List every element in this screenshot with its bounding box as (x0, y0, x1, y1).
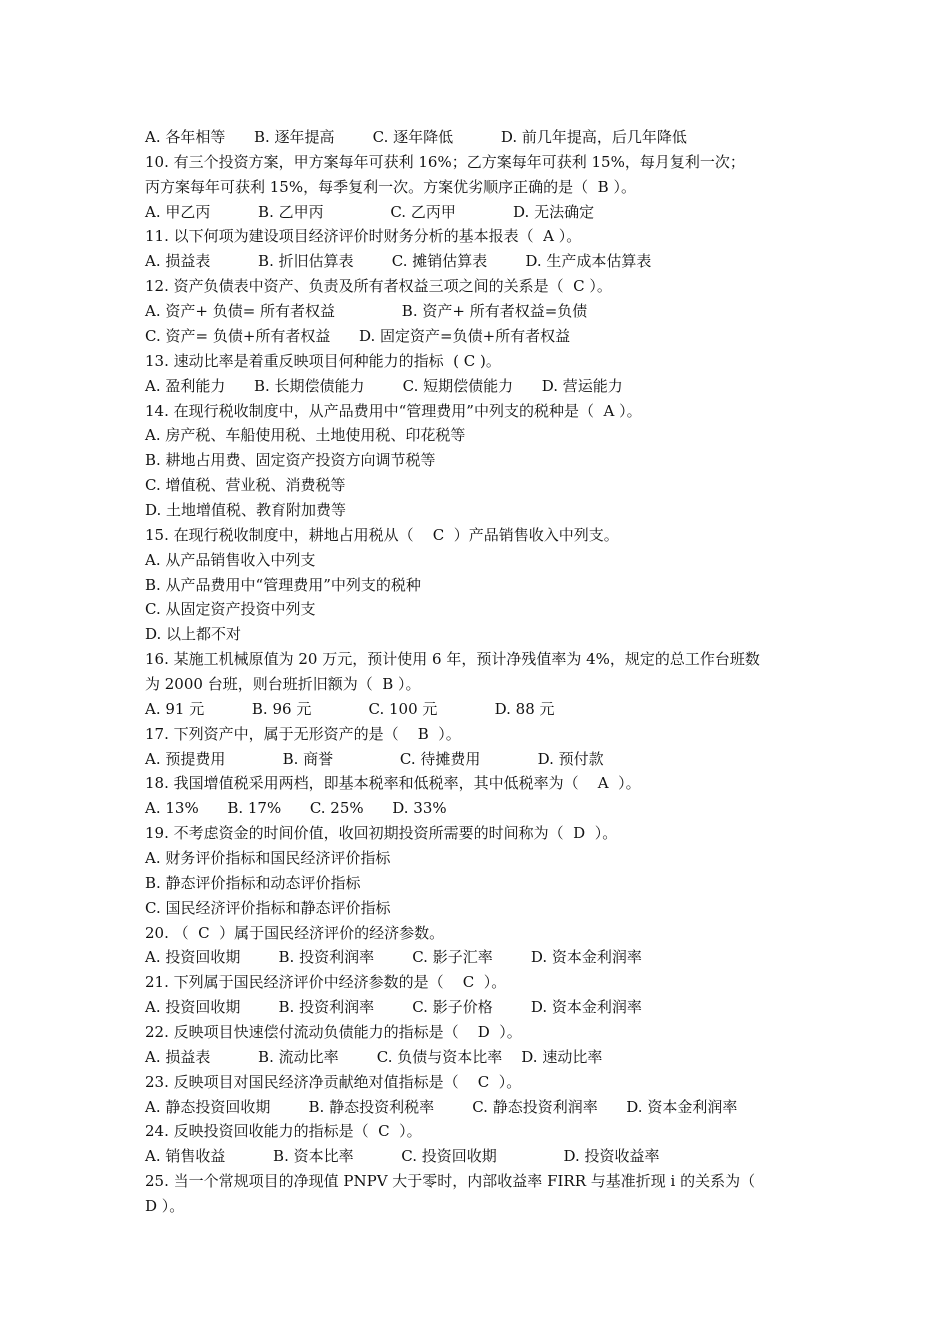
text-line: A. 资产+ 负债= 所有者权益 B. 资产+ 所有者权益=负债 (145, 302, 588, 320)
text-line: 18. 我国增值税采用两档，即基本税率和低税率，其中低税率为（ A ）。 (145, 774, 641, 793)
text-line: A. 91 元 B. 96 元 C. 100 元 D. 88 元 (145, 699, 555, 718)
text-line: A. 各年相等 B. 逐年提高 C. 逐年降低 D. 前几年提高，后几年降低 (145, 128, 687, 146)
text-line: B. 静态评价指标和动态评价指标 (145, 873, 361, 892)
text-line: 19. 不考虑资金的时间价值，收回初期投资所需要的时间称为（ D ）。 (145, 824, 618, 843)
text-line: D ）。 (145, 1197, 185, 1215)
text-line: B. 从产品费用中“管理费用”中列支的税种 (145, 575, 421, 594)
text-line: 21. 下列属于国民经济评价中经济参数的是（ C ）。 (145, 973, 507, 992)
text-line: 25. 当一个常规项目的净现值 PNPV 大于零时，内部收益率 FIRR 与基准折现 i 的关系为（ (145, 1172, 756, 1191)
text-line: A. 损益表 B. 折旧估算表 C. 摊销估算表 D. 生产成本估算表 (145, 252, 652, 271)
text-line: A. 从产品销售收入中列支 (145, 550, 316, 569)
text-line: A. 盈利能力 B. 长期偿债能力 C. 短期偿债能力 D. 营运能力 (145, 376, 623, 395)
text-line: C. 增值税、营业税、消费税等 (145, 476, 346, 494)
text-line: 12. 资产负债表中资产、负责及所有者权益三项之间的关系是（ C ）。 (145, 277, 612, 296)
text-line: A. 财务评价指标和国民经济评价指标 (145, 848, 391, 867)
text-line: A. 投资回收期 B. 投资利润率 C. 影子汇率 D. 资本金利润率 (145, 948, 642, 967)
text-line: B. 耕地占用费、固定资产投资方向调节税等 (145, 451, 436, 470)
text-line: 17. 下列资产中，属于无形资产的是（ B ）。 (145, 724, 461, 743)
text-line: 16. 某施工机械原值为 20 万元，预计使用 6 年，预计净残值率为 4%，规定的总工作台班数 (145, 650, 760, 669)
text-line: 24. 反映投资回收能力的指标是（ C ）。 (145, 1122, 422, 1141)
text-line: 15. 在现行税收制度中，耕地占用税从（ C ）产品销售收入中列支。 (145, 525, 619, 544)
text-line: A. 投资回收期 B. 投资利润率 C. 影子价格 D. 资本金利润率 (145, 998, 642, 1017)
text-line: C. 国民经济评价指标和静态评价指标 (145, 898, 391, 917)
text-line: 为 2000 台班，则台班折旧额为（ B ）。 (145, 674, 421, 693)
text-line: A. 房产税、车船使用税、土地使用税、印花税等 (145, 426, 466, 445)
text-line: 22. 反映项目快速偿付流动负债能力的指标是（ D ）。 (145, 1023, 522, 1041)
text-line: C. 从固定资产投资中列支 (145, 600, 316, 619)
text-line: D. 土地增值税、教育附加费等 (145, 500, 347, 519)
text-line: A. 13% B. 17% C. 25% D. 33% (145, 799, 447, 818)
text-line: D. 以上都不对 (145, 625, 242, 644)
text-line: 20. （ C ）属于国民经济评价的经济参数。 (145, 923, 445, 942)
text-line: A. 甲乙丙 B. 乙甲丙 C. 乙丙甲 D. 无法确定 (145, 202, 595, 221)
text-line: 13. 速动比率是着重反映项目何种能力的指标 ( C )。 (145, 351, 501, 370)
text-line: A. 损益表 B. 流动比率 C. 负债与资本比率 D. 速动比率 (145, 1047, 603, 1066)
text-line: 14. 在现行税收制度中，从产品费用中“管理费用”中列支的税种是（ A ）。 (145, 401, 642, 420)
text-line: C. 资产= 负债+所有者权益 D. 固定资产=负债+所有者权益 (145, 326, 571, 345)
text-line: 10. 有三个投资方案，甲方案每年可获利 16%；乙方案每年可获利 15%，每月复利一次； (145, 152, 745, 171)
text-line: A. 销售收益 B. 资本比率 C. 投资回收期 D. 投资收益率 (145, 1147, 660, 1166)
text-line: A. 静态投资回收期 B. 静态投资利税率 C. 静态投资利润率 D. 资本金利润率 (145, 1097, 738, 1116)
text-line: 丙方案每年可获利 15%，每季复利一次。方案优劣顺序正确的是（ B ）。 (145, 177, 636, 196)
text-line: 23. 反映项目对国民经济净贡献绝对值指标是（ C ）。 (145, 1072, 522, 1091)
text-line: A. 预提费用 B. 商誉 C. 待摊费用 D. 预付款 (145, 749, 604, 768)
text-line: 11. 以下何项为建设项目经济评价时财务分析的基本报表（ A ）。 (145, 227, 582, 246)
